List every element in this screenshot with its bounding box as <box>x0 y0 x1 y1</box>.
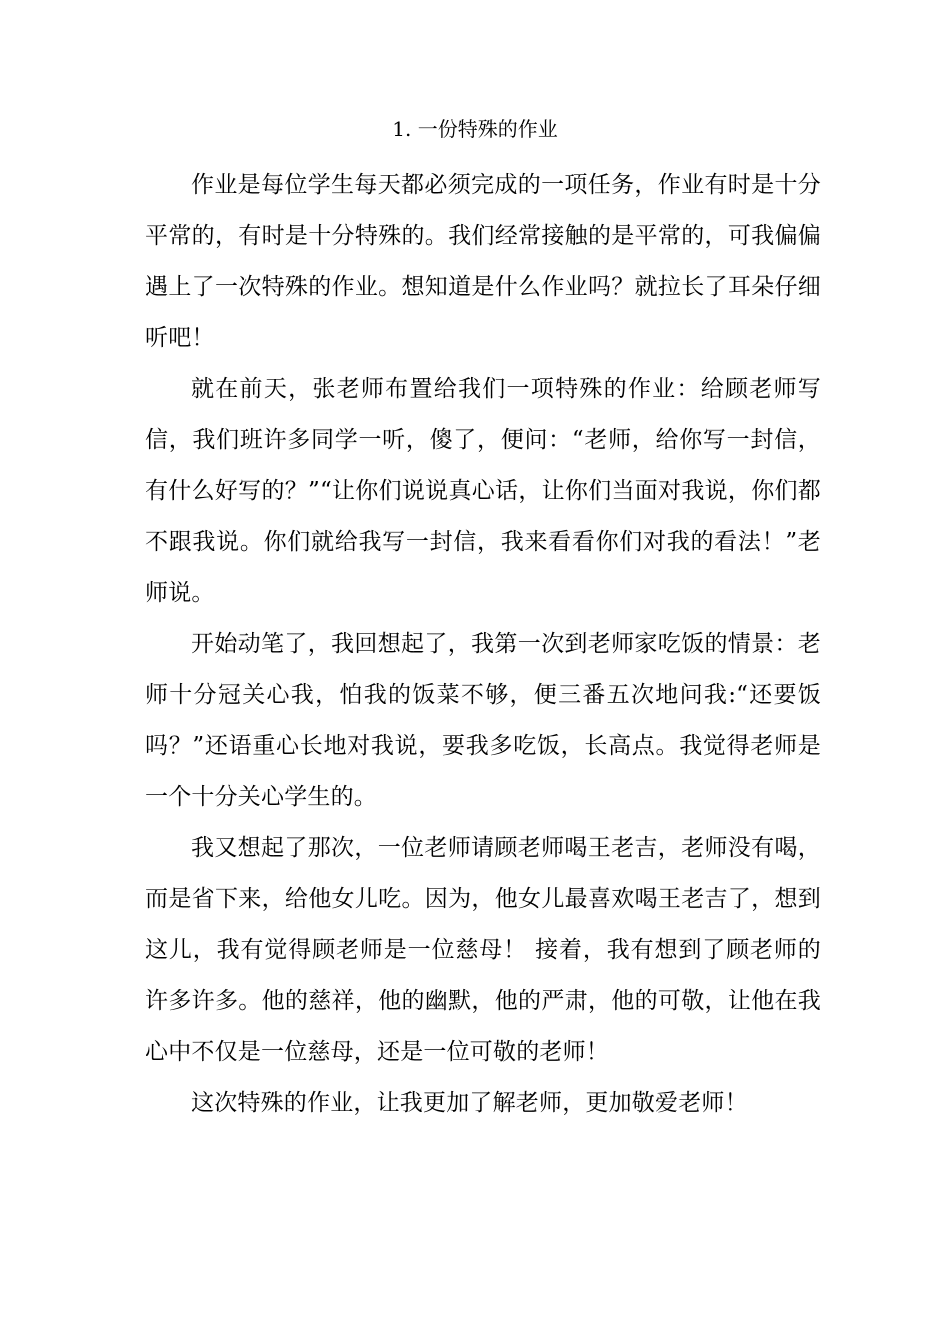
document-title: 1. 一份特殊的作业 <box>392 117 558 141</box>
paragraph-2: 就在前天，张老师布置给我们一项特殊的作业：给顾老师写信，我们班许多同学一听，傻了，便问：“老师，给你写一封信，有什么好写的？”“让你们说说真心话，让你们当面对我说，你们都不跟我说。你们就给我写一封信，我来看看你们对我的看法！”老师说。 <box>145 376 821 606</box>
paragraph-4: 我又想起了那次，一位老师请顾老师喝王老吉，老师没有喝，而是省下来，给他女儿吃。因为，他女儿最喜欢喝王老吉了，想到这儿，我有觉得顾老师是一位慈母！ 接着，我有想到了顾老师的许多许多。他的慈祥，他的幽默，他的严肃，他的可敬，让他在我心中不仅是一位慈母，还是一位可敬的老师！ <box>145 835 821 1065</box>
paragraph-3: 开始动笔了，我回想起了，我第一次到老师家吃饭的情景：老师十分冠关心我，怕我的饭菜不够，便三番五次地问我:“还要饭吗？”还语重心长地对我说，要我多吃饭，长高点。我觉得老师是一个十分关心学生的。 <box>145 631 821 810</box>
paragraph-5: 这次特殊的作业，让我更加了解老师，更加敬爱老师！ <box>191 1090 748 1116</box>
paragraph-1: 作业是每位学生每天都必须完成的一项任务，作业有时是十分平常的，有时是十分特殊的。我们经常接触的是平常的，可我偏偏遇上了一次特殊的作业。想知道是什么作业吗？就拉长了耳朵仔细听吧！ <box>145 172 821 351</box>
document-body <box>145 160 821 1129</box>
